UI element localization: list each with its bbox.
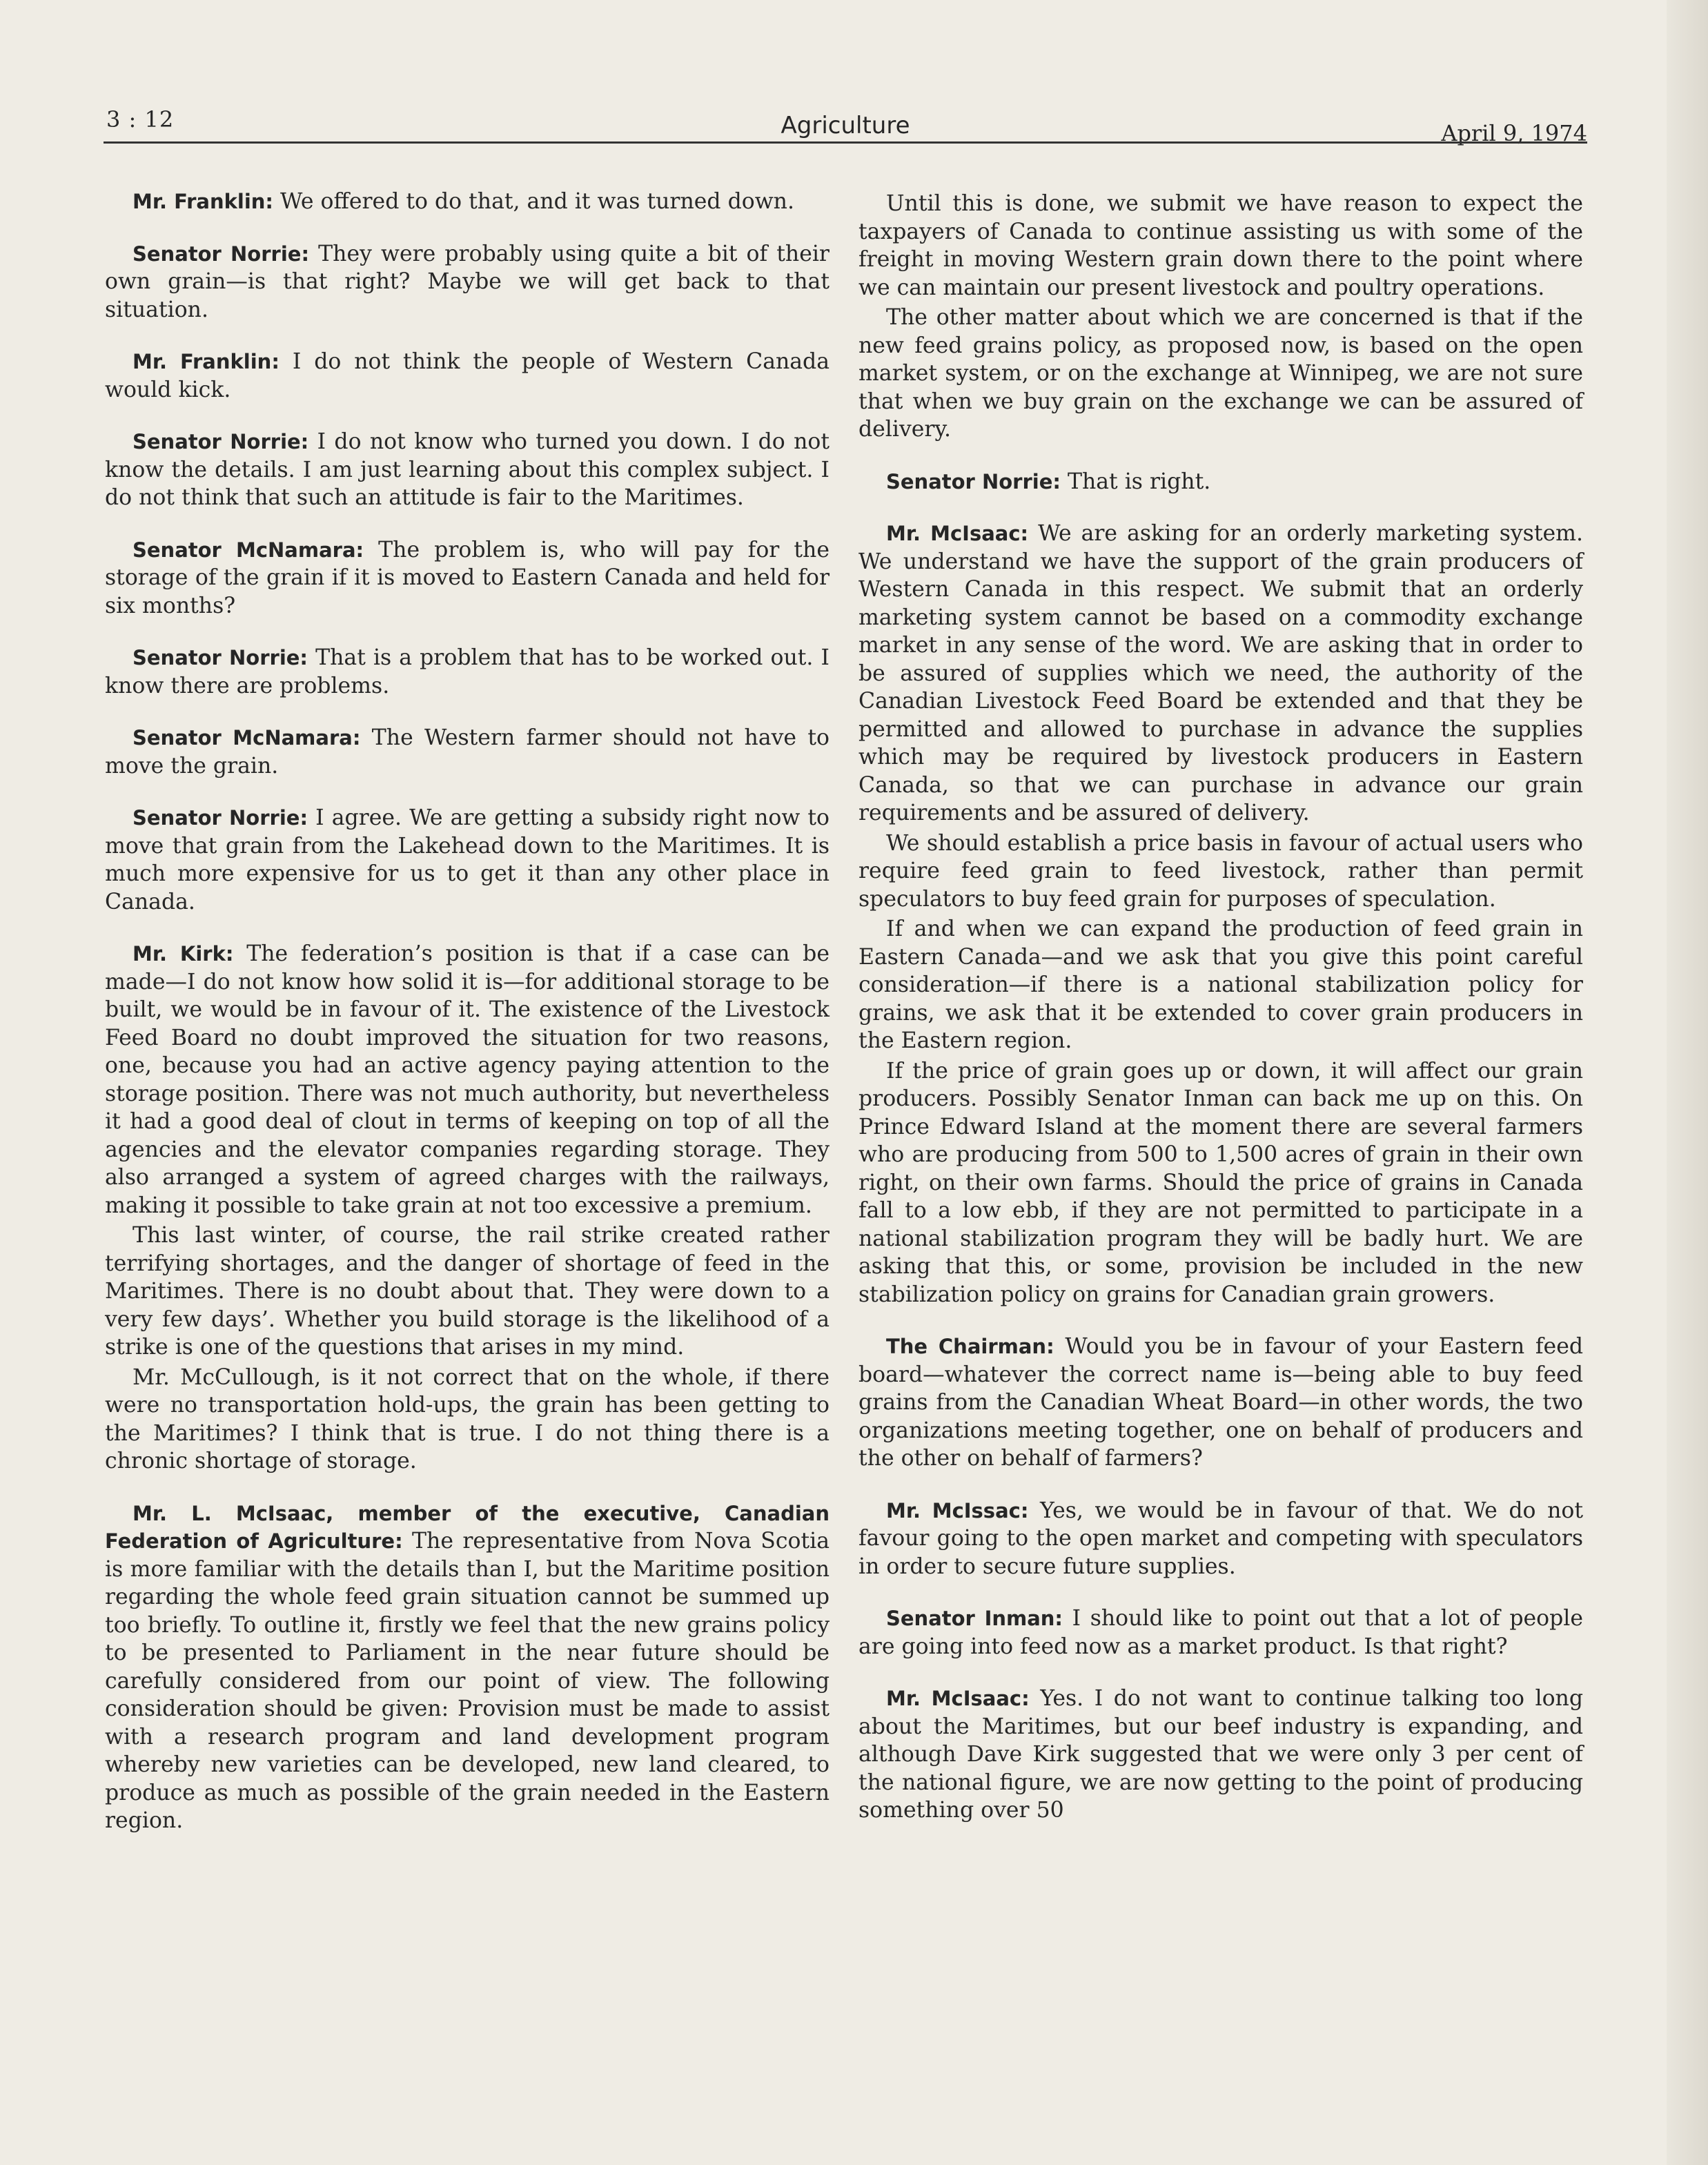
- speaker-label: Senator Norrie:: [132, 806, 308, 830]
- paragraph-text: The representative from Nova Scotia is more familiar with the details than I, but the Maritime position regarding the whole feed grain situation cannot be summed up too briefly. To outline it, firstly we feel that the new grains policy to be presented to Parliament in the near future should be carefully considered from our point of view. The following consideration should be given: Provision must be made to assist with a research program and land development program whereby new varieties can be developed, new land cleared, to produce as much as possible of the grain needed in the Eastern region.: [105, 1529, 830, 1833]
- speaker-label: Senator Norrie:: [132, 430, 309, 453]
- header-date: April 9, 1974: [1441, 120, 1587, 146]
- speaker-label: Mr. Franklin:: [132, 350, 279, 373]
- speaker-label: Senator Norrie:: [886, 469, 1061, 493]
- paragraph-text: They were probably using quite a bit of their own grain—is that right? Maybe we will get back to that situation.: [105, 241, 830, 322]
- paragraph-text: I do not know who turned you down. I do not know the details. I am just learning about this complex subject. I do not think that such an attitude is fair to the Maritimes.: [105, 429, 830, 510]
- speaker-label: Senator McNamara:: [132, 538, 364, 562]
- paragraph-text: Would you be in favour of your Eastern feed board—whatever the correct name is—being able to buy feed grains from the Canadian Wheat Board—in other words, the two organizations meeting together, one on behalf of producers and the other on behalf of farmers?: [858, 1334, 1584, 1471]
- paragraph-text: We offered to do that, and it was turned down.: [280, 189, 794, 214]
- running-title: Agriculture: [781, 112, 910, 139]
- paragraph-text: That is right.: [1067, 469, 1211, 494]
- header-rule: [104, 141, 1587, 144]
- paragraph: [105, 1500, 830, 1835]
- paragraph: [858, 1605, 1583, 1661]
- page-edge: [1667, 0, 1708, 2165]
- paragraph-text: The problem is, who will pay for the storage of the grain if it is moved to Eastern Canada and held for six months?: [105, 537, 830, 618]
- paragraph-text: This last winter, of course, the rail strike created rather terrifying shortages, and the danger of shortage of feed in the Maritimes. There is no doubt about that. They were down to a very few days’. Whether you build storage is the likelihood of a strike is one of the questions that arises in my mind.: [105, 1223, 830, 1360]
- paragraph-text: The other matter about which we are concerned is that if the new feed grains policy, as proposed now, is based on the open market system, or on the exchange at Winnipeg, we are not sure that when we buy grain on the exchange we can be assured of delivery.: [858, 305, 1583, 442]
- paragraph: [858, 1057, 1583, 1309]
- paragraph: [858, 468, 1583, 496]
- paragraph: [858, 304, 1583, 444]
- paragraph-text: We are asking for an orderly marketing system. We understand we have the support of the grain producers of Western Canada in this respect. We submit that an orderly marketing system cannot be based on a commodity exchange market in any sense of the word. We are asking that in order to be assured of supplies which we need, the authority of the Canadian Livestock Feed Board be extended and that they be permitted and allowed to purchase in advance the supplies which may be required by livestock producers in Eastern Canada, so that we can purchase in advance our grain requirements and be assured of delivery.: [858, 521, 1584, 825]
- page-number: 3 : 12: [106, 106, 175, 133]
- paragraph: [858, 190, 1583, 302]
- speaker-label: Mr. McIssac:: [886, 1498, 1029, 1522]
- paragraph: [105, 240, 830, 324]
- speaker-label: Mr. Kirk:: [132, 942, 234, 966]
- speaker-label: Senator Norrie:: [132, 646, 308, 669]
- paragraph: [105, 1222, 830, 1362]
- paragraph-text: Yes, we would be in favour of that. We do not favour going to the open market and competing with speculators in order to secure future supplies.: [858, 1498, 1584, 1579]
- paragraph-text: The Western farmer should not have to move the grain.: [105, 725, 830, 778]
- speaker-label: Mr. Franklin:: [132, 190, 274, 213]
- paragraph-text: The federation’s position is that if a case can be made—I do not know how solid it is—for additional storage to be built, we would be in favour of it. The existence of the Livestock Feed Board no doubt improved the situation for two reasons, one, because you had an active agency paying attention to the storage position. There was not much authority, but nevertheless it had a good deal of clout in terms of keeping on top of all the agencies and the elevator companies regarding storage. They also arranged a system of agreed charges with the railways, making it possible to take grain at not too excessive a premium.: [105, 941, 830, 1218]
- paragraph: [858, 1497, 1583, 1581]
- paragraph-text: Yes. I do not want to continue talking too long about the Maritimes, but our beef industry is expanding, and although Dave Kirk suggested that we were only 3 per cent of the national figure, we are now getting to the point of producing something over 50: [858, 1686, 1584, 1823]
- paragraph: [105, 188, 830, 216]
- speaker-label: The Chairman:: [886, 1335, 1054, 1358]
- paragraph-text: I do not think the people of Western Canada would kick.: [105, 349, 830, 402]
- paragraph: [105, 940, 830, 1219]
- paragraph-text: If the price of grain goes up or down, it will affect our grain producers. Possibly Senator Inman can back me up on this. On Prince Edward Island at the moment there are several farmers who are producing from 500 to 1,500 acres of grain in their own right, on their own farms. Should the price of grains in Canada fall to a low ebb, if they are not permitted to participate in a national stabilization program they will be badly hurt. We are asking that this, or some, provision be included in the new stabilization policy on grains for Canadian grain growers.: [858, 1058, 1583, 1307]
- paragraph: [858, 830, 1583, 914]
- paragraph-text: Mr. McCullough, is it not correct that on the whole, if there were no transportation hold-ups, the grain has been getting to the Maritimes? I think that is true. I do not thing there is a chronic shortage of storage.: [105, 1364, 830, 1473]
- speaker-label: Mr. McIsaac:: [886, 1687, 1030, 1710]
- page-header: [104, 102, 1587, 145]
- paragraph: [105, 724, 830, 780]
- paragraph: [858, 915, 1583, 1055]
- paragraph-text: If and when we can expand the production of feed grain in Eastern Canada—and we ask that you give this point careful consideration—if there is a national stabilization policy for grains, we ask that it be extended to cover grain producers in the Eastern region.: [858, 917, 1583, 1053]
- paragraph-text: I should like to point out that a lot of people are going into feed now as a market product. Is that right?: [858, 1606, 1583, 1659]
- right-column: [858, 188, 1583, 1825]
- speaker-label: Senator Inman:: [886, 1607, 1063, 1630]
- paragraph-text: Until this is done, we submit we have reason to expect the taxpayers of Canada to continue assisting us with some of the freight in moving Western grain down there to the point where we can maintain our present livestock and poultry operations.: [858, 191, 1583, 300]
- speaker-label: Senator McNamara:: [132, 726, 361, 750]
- paragraph: [105, 1364, 830, 1476]
- paragraph: [105, 428, 830, 512]
- paragraph: [105, 348, 830, 404]
- paragraph: [858, 1333, 1583, 1473]
- paragraph-text: That is a problem that has to be worked out. I know there are problems.: [105, 645, 830, 698]
- paragraph: [105, 644, 830, 700]
- speaker-label: Senator Norrie:: [132, 242, 310, 266]
- paragraph: [858, 520, 1583, 827]
- left-column: [105, 188, 830, 1835]
- speaker-label: Mr. L. McIsaac, member of the executive, Canadian Federation of Agriculture:: [105, 1501, 830, 1553]
- paragraph-text: I agree. We are getting a subsidy right now to move that grain from the Lakehead down to the Maritimes. It is much more expensive for us to get it than any other place in Canada.: [105, 805, 830, 914]
- paragraph-text: We should establish a price basis in favour of actual users who require feed grain to feed livestock, rather than permit speculators to buy feed grain for purposes of speculation.: [858, 830, 1583, 912]
- speaker-label: Mr. McIsaac:: [886, 522, 1029, 545]
- paragraph: [105, 536, 830, 620]
- paragraph: [105, 804, 830, 916]
- paragraph: [858, 1685, 1583, 1825]
